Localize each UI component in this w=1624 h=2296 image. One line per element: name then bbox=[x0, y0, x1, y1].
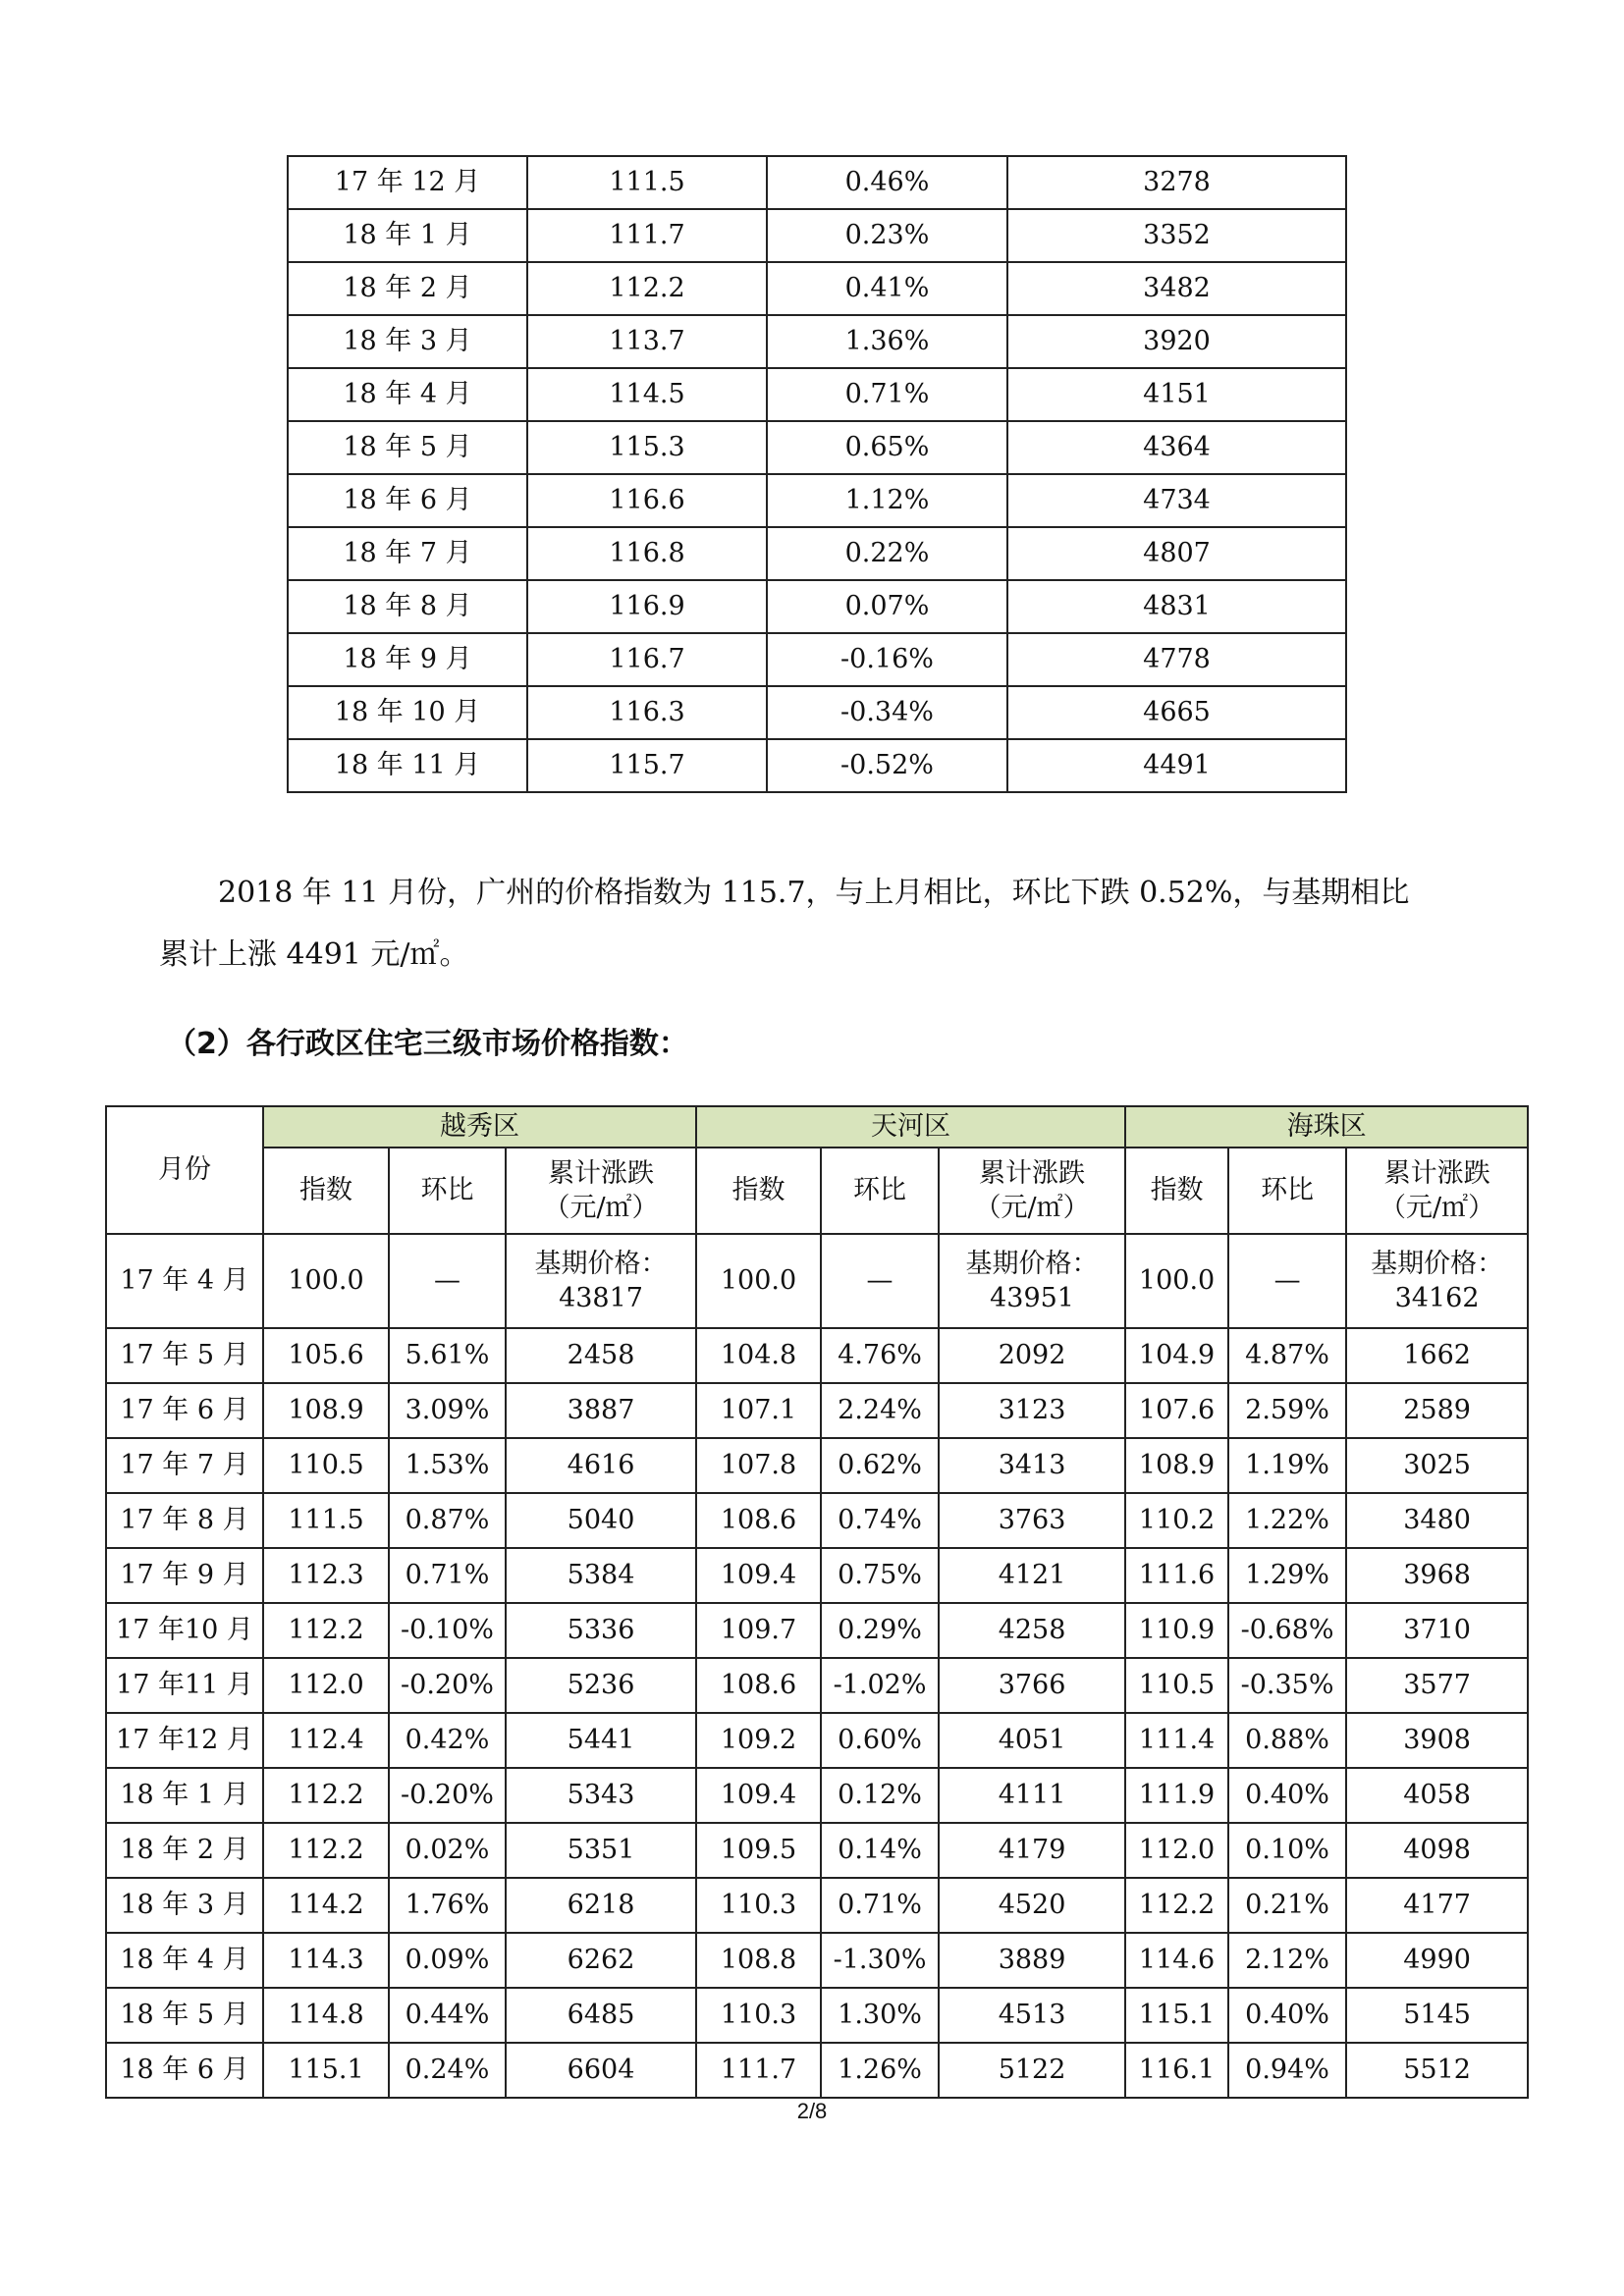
mom-cell: -0.52% bbox=[767, 739, 1007, 792]
month-cell: 18 年 1 月 bbox=[106, 1768, 263, 1823]
haizhu-cumulative: 4098 bbox=[1346, 1823, 1528, 1878]
sub-header-mom: 环比 bbox=[389, 1148, 506, 1234]
table-row bbox=[106, 1548, 1528, 1603]
district-header-row bbox=[106, 1106, 1528, 1148]
tianhe-cumulative: 3889 bbox=[939, 1933, 1125, 1988]
yuexiu-mom: 0.09% bbox=[389, 1933, 506, 1988]
sub-header-cumulative-line1: 累计涨跌 bbox=[1383, 1157, 1490, 1189]
haizhu-cumulative: 3025 bbox=[1346, 1438, 1528, 1493]
sub-header-cumulative bbox=[939, 1148, 1125, 1234]
cumulative-cell: 3352 bbox=[1007, 209, 1346, 262]
haizhu-mom: 4.87% bbox=[1228, 1328, 1346, 1383]
tianhe-cumulative: 4121 bbox=[939, 1548, 1125, 1603]
tianhe-cumulative: 3413 bbox=[939, 1438, 1125, 1493]
yuexiu-mom: 0.87% bbox=[389, 1493, 506, 1548]
base-price bbox=[1346, 1234, 1528, 1328]
haizhu-cumulative: 3908 bbox=[1346, 1713, 1528, 1768]
index-cell: 116.9 bbox=[527, 580, 767, 633]
haizhu-index: 108.9 bbox=[1125, 1438, 1228, 1493]
base-mom: — bbox=[389, 1234, 506, 1328]
yuexiu-mom: 5.61% bbox=[389, 1328, 506, 1383]
mom-cell: 1.36% bbox=[767, 315, 1007, 368]
haizhu-index: 111.6 bbox=[1125, 1548, 1228, 1603]
district-header-yuexiu: 越秀区 bbox=[263, 1106, 696, 1148]
month-cell: 17 年10 月 bbox=[106, 1603, 263, 1658]
month-cell: 17 年12 月 bbox=[106, 1713, 263, 1768]
tianhe-mom: 0.62% bbox=[821, 1438, 939, 1493]
base-price-value: 43817 bbox=[559, 1283, 643, 1313]
cumulative-cell: 3482 bbox=[1007, 262, 1346, 315]
district-index-table bbox=[105, 1105, 1529, 2099]
month-header: 月份 bbox=[106, 1106, 263, 1234]
district-header-haizhu: 海珠区 bbox=[1125, 1106, 1528, 1148]
city-index-table-body bbox=[288, 156, 1346, 792]
month-cell: 17 年 9 月 bbox=[106, 1548, 263, 1603]
yuexiu-index: 111.5 bbox=[263, 1493, 389, 1548]
tianhe-index: 109.7 bbox=[696, 1603, 821, 1658]
base-price-label: 基期价格： bbox=[965, 1248, 1099, 1279]
table-row bbox=[106, 1603, 1528, 1658]
tianhe-index: 108.6 bbox=[696, 1658, 821, 1713]
sub-header-index: 指数 bbox=[696, 1148, 821, 1234]
yuexiu-cumulative: 6485 bbox=[506, 1988, 696, 2043]
haizhu-index: 110.5 bbox=[1125, 1658, 1228, 1713]
table-row bbox=[106, 1383, 1528, 1438]
table-row bbox=[106, 1988, 1528, 2043]
base-price-value: 43951 bbox=[990, 1283, 1074, 1313]
tianhe-index: 109.5 bbox=[696, 1823, 821, 1878]
tianhe-mom: 0.60% bbox=[821, 1713, 939, 1768]
table-row bbox=[288, 580, 1346, 633]
table-row bbox=[288, 156, 1346, 209]
tianhe-index: 104.8 bbox=[696, 1328, 821, 1383]
base-month: 17 年 4 月 bbox=[106, 1234, 263, 1328]
cumulative-cell: 4807 bbox=[1007, 527, 1346, 580]
cumulative-cell: 3278 bbox=[1007, 156, 1346, 209]
yuexiu-index: 112.0 bbox=[263, 1658, 389, 1713]
yuexiu-mom: 1.76% bbox=[389, 1878, 506, 1933]
haizhu-index: 116.1 bbox=[1125, 2043, 1228, 2098]
month-cell: 18 年 5 月 bbox=[106, 1988, 263, 2043]
haizhu-mom: 2.12% bbox=[1228, 1933, 1346, 1988]
haizhu-mom: 1.29% bbox=[1228, 1548, 1346, 1603]
mom-cell: -0.16% bbox=[767, 633, 1007, 686]
haizhu-index: 110.2 bbox=[1125, 1493, 1228, 1548]
index-cell: 111.7 bbox=[527, 209, 767, 262]
table-row bbox=[288, 633, 1346, 686]
tianhe-index: 110.3 bbox=[696, 1878, 821, 1933]
tianhe-index: 110.3 bbox=[696, 1988, 821, 2043]
index-cell: 111.5 bbox=[527, 156, 767, 209]
index-cell: 116.7 bbox=[527, 633, 767, 686]
haizhu-index: 115.1 bbox=[1125, 1988, 1228, 2043]
yuexiu-mom: -0.20% bbox=[389, 1768, 506, 1823]
yuexiu-index: 114.2 bbox=[263, 1878, 389, 1933]
tianhe-mom: 0.14% bbox=[821, 1823, 939, 1878]
yuexiu-index: 115.1 bbox=[263, 2043, 389, 2098]
sub-header-cumulative-line1: 累计涨跌 bbox=[548, 1157, 655, 1189]
tianhe-mom: -1.02% bbox=[821, 1658, 939, 1713]
sub-header-cumulative-line2: （元/㎡） bbox=[974, 1193, 1090, 1223]
yuexiu-index: 112.2 bbox=[263, 1768, 389, 1823]
cumulative-cell: 4734 bbox=[1007, 474, 1346, 527]
month-cell: 18 年 6 月 bbox=[288, 474, 527, 527]
yuexiu-cumulative: 2458 bbox=[506, 1328, 696, 1383]
month-cell: 18 年 3 月 bbox=[106, 1878, 263, 1933]
table-row bbox=[288, 368, 1346, 421]
haizhu-cumulative: 1662 bbox=[1346, 1328, 1528, 1383]
month-cell: 18 年 9 月 bbox=[288, 633, 527, 686]
haizhu-cumulative: 5512 bbox=[1346, 2043, 1528, 2098]
month-cell: 17 年 12 月 bbox=[288, 156, 527, 209]
mom-cell: 0.41% bbox=[767, 262, 1007, 315]
month-cell: 18 年 1 月 bbox=[288, 209, 527, 262]
haizhu-index: 112.2 bbox=[1125, 1878, 1228, 1933]
month-cell: 17 年 5 月 bbox=[106, 1328, 263, 1383]
yuexiu-cumulative: 4616 bbox=[506, 1438, 696, 1493]
base-mom: — bbox=[821, 1234, 939, 1328]
tianhe-mom: 2.24% bbox=[821, 1383, 939, 1438]
month-cell: 17 年11 月 bbox=[106, 1658, 263, 1713]
haizhu-mom: 2.59% bbox=[1228, 1383, 1346, 1438]
haizhu-mom: 0.10% bbox=[1228, 1823, 1346, 1878]
month-cell: 18 年 4 月 bbox=[106, 1933, 263, 1988]
yuexiu-index: 112.3 bbox=[263, 1548, 389, 1603]
yuexiu-cumulative: 6262 bbox=[506, 1933, 696, 1988]
table-row bbox=[288, 527, 1346, 580]
haizhu-mom: 0.88% bbox=[1228, 1713, 1346, 1768]
yuexiu-mom: 0.42% bbox=[389, 1713, 506, 1768]
haizhu-mom: 1.22% bbox=[1228, 1493, 1346, 1548]
page-number: 2/8 bbox=[796, 2099, 828, 2123]
mom-cell: -0.34% bbox=[767, 686, 1007, 739]
haizhu-cumulative: 4058 bbox=[1346, 1768, 1528, 1823]
index-cell: 116.3 bbox=[527, 686, 767, 739]
sub-header-cumulative bbox=[1346, 1148, 1528, 1234]
sub-header-mom: 环比 bbox=[821, 1148, 939, 1234]
haizhu-index: 112.0 bbox=[1125, 1823, 1228, 1878]
haizhu-index: 111.9 bbox=[1125, 1768, 1228, 1823]
tianhe-cumulative: 4179 bbox=[939, 1823, 1125, 1878]
index-cell: 114.5 bbox=[527, 368, 767, 421]
month-cell: 18 年 5 月 bbox=[288, 421, 527, 474]
table-row bbox=[106, 1823, 1528, 1878]
mom-cell: 0.65% bbox=[767, 421, 1007, 474]
yuexiu-mom: 0.71% bbox=[389, 1548, 506, 1603]
yuexiu-mom: 0.02% bbox=[389, 1823, 506, 1878]
table-row bbox=[106, 2043, 1528, 2098]
haizhu-cumulative: 3480 bbox=[1346, 1493, 1528, 1548]
tianhe-cumulative: 4111 bbox=[939, 1768, 1125, 1823]
cumulative-cell: 3920 bbox=[1007, 315, 1346, 368]
table-row bbox=[106, 1328, 1528, 1383]
yuexiu-mom: 0.24% bbox=[389, 2043, 506, 2098]
tianhe-mom: 0.29% bbox=[821, 1603, 939, 1658]
yuexiu-index: 112.2 bbox=[263, 1603, 389, 1658]
haizhu-cumulative: 2589 bbox=[1346, 1383, 1528, 1438]
cumulative-cell: 4491 bbox=[1007, 739, 1346, 792]
sub-header-index: 指数 bbox=[1125, 1148, 1228, 1234]
tianhe-mom: 0.71% bbox=[821, 1878, 939, 1933]
table-row bbox=[288, 421, 1346, 474]
yuexiu-index: 114.3 bbox=[263, 1933, 389, 1988]
tianhe-cumulative: 4513 bbox=[939, 1988, 1125, 2043]
haizhu-mom: 0.94% bbox=[1228, 2043, 1346, 2098]
base-mom: — bbox=[1228, 1234, 1346, 1328]
month-cell: 18 年 3 月 bbox=[288, 315, 527, 368]
tianhe-cumulative: 3123 bbox=[939, 1383, 1125, 1438]
haizhu-mom: 0.40% bbox=[1228, 1768, 1346, 1823]
table-row bbox=[288, 315, 1346, 368]
tianhe-cumulative: 3763 bbox=[939, 1493, 1125, 1548]
haizhu-mom: 0.21% bbox=[1228, 1878, 1346, 1933]
summary-line-1: 2018 年 11 月份，广州的价格指数为 115.7，与上月相比，环比下跌 0.52%，与基期相比 bbox=[218, 876, 1410, 910]
yuexiu-index: 114.8 bbox=[263, 1988, 389, 2043]
summary-line-2: 累计上涨 4491 元/㎡。 bbox=[159, 937, 469, 972]
table-row bbox=[288, 262, 1346, 315]
index-cell: 115.3 bbox=[527, 421, 767, 474]
tianhe-index: 107.8 bbox=[696, 1438, 821, 1493]
yuexiu-index: 112.2 bbox=[263, 1823, 389, 1878]
index-cell: 116.8 bbox=[527, 527, 767, 580]
city-index-table bbox=[287, 155, 1347, 793]
tianhe-index: 107.1 bbox=[696, 1383, 821, 1438]
district-header-tianhe: 天河区 bbox=[696, 1106, 1125, 1148]
yuexiu-cumulative: 5384 bbox=[506, 1548, 696, 1603]
tianhe-index: 111.7 bbox=[696, 2043, 821, 2098]
month-cell: 17 年 7 月 bbox=[106, 1438, 263, 1493]
yuexiu-cumulative: 5343 bbox=[506, 1768, 696, 1823]
haizhu-index: 114.6 bbox=[1125, 1933, 1228, 1988]
district-index-table-body bbox=[106, 1106, 1528, 2098]
base-index: 100.0 bbox=[1125, 1234, 1228, 1328]
base-price-label: 基期价格： bbox=[534, 1248, 668, 1279]
index-cell: 112.2 bbox=[527, 262, 767, 315]
yuexiu-mom: -0.20% bbox=[389, 1658, 506, 1713]
table-row bbox=[106, 1933, 1528, 1988]
sub-header-cumulative bbox=[506, 1148, 696, 1234]
haizhu-index: 110.9 bbox=[1125, 1603, 1228, 1658]
sub-header-cumulative-line1: 累计涨跌 bbox=[979, 1157, 1086, 1189]
table-row bbox=[106, 1658, 1528, 1713]
month-cell: 18 年 6 月 bbox=[106, 2043, 263, 2098]
month-cell: 18 年 2 月 bbox=[106, 1823, 263, 1878]
tianhe-cumulative: 4520 bbox=[939, 1878, 1125, 1933]
month-cell: 18 年 11 月 bbox=[288, 739, 527, 792]
month-cell: 18 年 8 月 bbox=[288, 580, 527, 633]
sub-header-index: 指数 bbox=[263, 1148, 389, 1234]
haizhu-mom: 0.40% bbox=[1228, 1988, 1346, 2043]
tianhe-mom: 1.30% bbox=[821, 1988, 939, 2043]
yuexiu-cumulative: 5336 bbox=[506, 1603, 696, 1658]
table-row bbox=[106, 1878, 1528, 1933]
haizhu-cumulative: 3968 bbox=[1346, 1548, 1528, 1603]
mom-cell: 0.23% bbox=[767, 209, 1007, 262]
sub-header-cumulative-line2: （元/㎡） bbox=[1380, 1193, 1495, 1223]
yuexiu-cumulative: 5351 bbox=[506, 1823, 696, 1878]
yuexiu-mom: 3.09% bbox=[389, 1383, 506, 1438]
tianhe-mom: 1.26% bbox=[821, 2043, 939, 2098]
yuexiu-mom: 0.44% bbox=[389, 1988, 506, 2043]
tianhe-cumulative: 3766 bbox=[939, 1658, 1125, 1713]
haizhu-cumulative: 5145 bbox=[1346, 1988, 1528, 2043]
yuexiu-index: 108.9 bbox=[263, 1383, 389, 1438]
haizhu-cumulative: 3577 bbox=[1346, 1658, 1528, 1713]
yuexiu-index: 112.4 bbox=[263, 1713, 389, 1768]
yuexiu-cumulative: 3887 bbox=[506, 1383, 696, 1438]
month-cell: 18 年 2 月 bbox=[288, 262, 527, 315]
tianhe-cumulative: 5122 bbox=[939, 2043, 1125, 2098]
base-index: 100.0 bbox=[696, 1234, 821, 1328]
haizhu-cumulative: 3710 bbox=[1346, 1603, 1528, 1658]
base-price-value: 34162 bbox=[1394, 1283, 1480, 1313]
tianhe-mom: -1.30% bbox=[821, 1933, 939, 1988]
tianhe-index: 109.4 bbox=[696, 1768, 821, 1823]
haizhu-index: 111.4 bbox=[1125, 1713, 1228, 1768]
base-price bbox=[506, 1234, 696, 1328]
haizhu-mom: -0.35% bbox=[1228, 1658, 1346, 1713]
tianhe-mom: 0.12% bbox=[821, 1768, 939, 1823]
table-row bbox=[106, 1493, 1528, 1548]
yuexiu-cumulative: 5441 bbox=[506, 1713, 696, 1768]
tianhe-index: 109.4 bbox=[696, 1548, 821, 1603]
month-cell: 17 年 8 月 bbox=[106, 1493, 263, 1548]
cumulative-cell: 4665 bbox=[1007, 686, 1346, 739]
mom-cell: 0.22% bbox=[767, 527, 1007, 580]
haizhu-mom: 1.19% bbox=[1228, 1438, 1346, 1493]
tianhe-index: 108.6 bbox=[696, 1493, 821, 1548]
yuexiu-mom: 1.53% bbox=[389, 1438, 506, 1493]
table-row bbox=[106, 1438, 1528, 1493]
haizhu-index: 107.6 bbox=[1125, 1383, 1228, 1438]
month-cell: 17 年 6 月 bbox=[106, 1383, 263, 1438]
yuexiu-cumulative: 5040 bbox=[506, 1493, 696, 1548]
tianhe-mom: 0.74% bbox=[821, 1493, 939, 1548]
mom-cell: 1.12% bbox=[767, 474, 1007, 527]
yuexiu-cumulative: 6604 bbox=[506, 2043, 696, 2098]
cumulative-cell: 4778 bbox=[1007, 633, 1346, 686]
month-cell: 18 年 10 月 bbox=[288, 686, 527, 739]
table-row bbox=[288, 474, 1346, 527]
cumulative-cell: 4151 bbox=[1007, 368, 1346, 421]
cumulative-cell: 4831 bbox=[1007, 580, 1346, 633]
index-cell: 115.7 bbox=[527, 739, 767, 792]
tianhe-cumulative: 2092 bbox=[939, 1328, 1125, 1383]
table-row bbox=[288, 739, 1346, 792]
mom-cell: 0.46% bbox=[767, 156, 1007, 209]
tianhe-index: 109.2 bbox=[696, 1713, 821, 1768]
tianhe-mom: 4.76% bbox=[821, 1328, 939, 1383]
haizhu-cumulative: 4177 bbox=[1346, 1878, 1528, 1933]
base-period-row bbox=[106, 1234, 1528, 1328]
yuexiu-index: 110.5 bbox=[263, 1438, 389, 1493]
yuexiu-index: 105.6 bbox=[263, 1328, 389, 1383]
tianhe-mom: 0.75% bbox=[821, 1548, 939, 1603]
base-index: 100.0 bbox=[263, 1234, 389, 1328]
yuexiu-mom: -0.10% bbox=[389, 1603, 506, 1658]
sub-header-cumulative-line2: （元/㎡） bbox=[543, 1193, 659, 1223]
mom-cell: 0.07% bbox=[767, 580, 1007, 633]
table-row bbox=[288, 209, 1346, 262]
yuexiu-cumulative: 6218 bbox=[506, 1878, 696, 1933]
tianhe-index: 108.8 bbox=[696, 1933, 821, 1988]
yuexiu-cumulative: 5236 bbox=[506, 1658, 696, 1713]
section-heading: （2）各行政区住宅三级市场价格指数： bbox=[167, 1027, 688, 1061]
mom-cell: 0.71% bbox=[767, 368, 1007, 421]
base-price bbox=[939, 1234, 1125, 1328]
tianhe-cumulative: 4051 bbox=[939, 1713, 1125, 1768]
tianhe-cumulative: 4258 bbox=[939, 1603, 1125, 1658]
table-row bbox=[106, 1713, 1528, 1768]
month-cell: 18 年 4 月 bbox=[288, 368, 527, 421]
haizhu-cumulative: 4990 bbox=[1346, 1933, 1528, 1988]
index-cell: 113.7 bbox=[527, 315, 767, 368]
haizhu-mom: -0.68% bbox=[1228, 1603, 1346, 1658]
sub-header-row bbox=[106, 1148, 1528, 1234]
table-row bbox=[288, 686, 1346, 739]
month-cell: 18 年 7 月 bbox=[288, 527, 527, 580]
sub-header-mom: 环比 bbox=[1228, 1148, 1346, 1234]
base-price-label: 基期价格： bbox=[1371, 1248, 1504, 1279]
cumulative-cell: 4364 bbox=[1007, 421, 1346, 474]
index-cell: 116.6 bbox=[527, 474, 767, 527]
haizhu-index: 104.9 bbox=[1125, 1328, 1228, 1383]
table-row bbox=[106, 1768, 1528, 1823]
